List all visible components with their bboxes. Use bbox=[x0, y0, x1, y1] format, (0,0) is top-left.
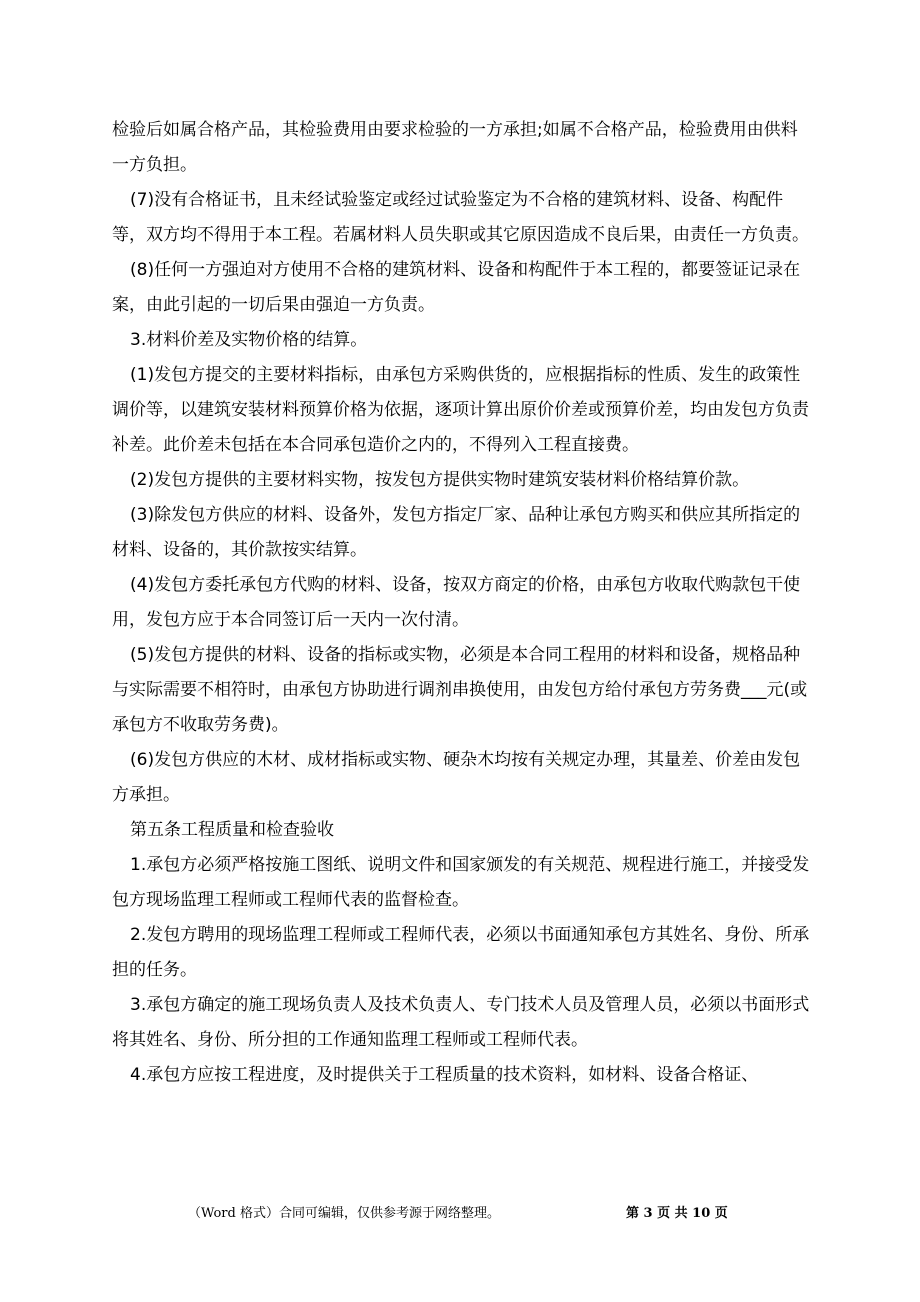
paragraph: (3)除发包方供应的材料、设备外，发包方指定厂家、品种让承包方购买和供应其所指定的材料、设备的，其价款按实结算。 bbox=[112, 505, 801, 560]
paragraph: (7)没有合格证书，且未经试验鉴定或经过试验鉴定为不合格的建筑材料、设备、构配件等，双方均不得用于本工程。若属材料人员失职或其它原因造成不良后果，由责任一方负责。 bbox=[112, 190, 809, 245]
page-number: 第 3 页 共 10 页 bbox=[626, 1206, 728, 1221]
paragraph: 3.承包方确定的施工现场负责人及技术负责人、专门技术人员及管理人员，必须以书面形式将其姓名、身份、所分担的工作通知监理工程师或工程师代表。 bbox=[112, 995, 810, 1050]
paragraph: (5)发包方提供的材料、设备的指标或实物，必须是本合同工程用的材料和设备，规格品种与实际需要不相符时，由承包方协助进行调剂串换使用，由发包方给付承包方劳务费___元(或承包方不收取劳务费)。 bbox=[112, 645, 808, 735]
footer-note: （Word 格式）合同可编辑，仅供参考源于网络整理。 bbox=[188, 1206, 500, 1221]
paragraph: 2.发包方聘用的现场监理工程师或工程师代表，必须以书面通知承包方其姓名、身份、所承担的任务。 bbox=[112, 925, 810, 980]
document-body bbox=[112, 113, 812, 1093]
section-heading: 3.材料价差及实物价格的结算。 bbox=[130, 330, 368, 350]
page-footer bbox=[0, 1202, 920, 1226]
paragraph: (2)发包方提供的主要材料实物，按发包方提供实物时建筑安装材料价格结算价款。 bbox=[130, 470, 750, 490]
paragraph: 1.承包方必须严格按施工图纸、说明文件和国家颁发的有关规范、规程进行施工，并接受发包方现场监理工程师或工程师代表的监督检查。 bbox=[112, 855, 810, 910]
paragraph: (1)发包方提交的主要材料指标，由承包方采购供货的，应根据指标的性质、发生的政策性调价等，以建筑安装材料预算价格为依据，逐项计算出原价价差或预算价差，均由发包方负责补差。此价差未包括在本合同承包造价之内的，不得列入工程直接费。 bbox=[112, 365, 809, 455]
paragraph: 4.承包方应按工程进度，及时提供关于工程质量的技术资料，如材料、设备合格证、 bbox=[130, 1065, 759, 1085]
article-heading: 第五条工程质量和检查验收 bbox=[130, 820, 334, 840]
paragraph: (8)任何一方强迫对方使用不合格的建筑材料、设备和构配件于本工程的，都要签证记录在案，由此引起的一切后果由强迫一方负责。 bbox=[112, 260, 801, 315]
paragraph: 检验后如属合格产品，其检验费用由要求检验的一方承担;如属不合格产品，检验费用由供料一方负担。 bbox=[112, 120, 798, 175]
paragraph: (4)发包方委托承包方代购的材料、设备，按双方商定的价格，由承包方收取代购款包干使用，发包方应于本合同签订后一天内一次付清。 bbox=[112, 575, 801, 630]
paragraph: (6)发包方供应的木材、成材指标或实物、硬杂木均按有关规定办理，其量差、价差由发包方承担。 bbox=[112, 750, 801, 805]
